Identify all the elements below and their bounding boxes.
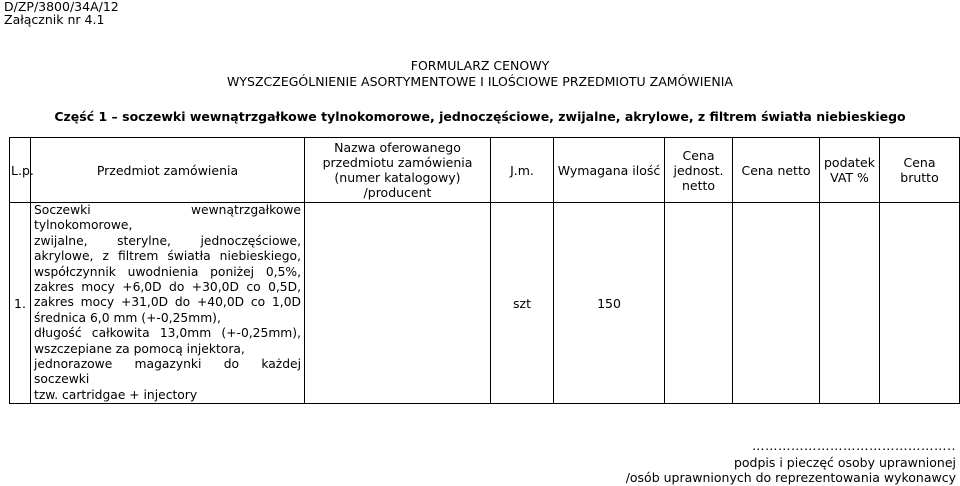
header-unit-price: Cena jednost. netto [665, 138, 733, 203]
form-subtitle: WYSZCZEGÓLNIENIE ASORTYMENTOWE I ILOŚCIOWE PRZEDMIOTU ZAMÓWIENIA [227, 74, 733, 89]
table-row [10, 203, 960, 404]
subject-line: jednorazowe magazynki do każdej soczewki [34, 357, 301, 387]
part-title: Część 1 – soczewki wewnątrzgałkowe tylnokomorowe, jednoczęściowe, zwijalne, akrylowe, z filtrem światła niebieskiego [54, 109, 906, 124]
header-net-price: Cena netto [733, 138, 820, 203]
subject-line: wszczepiane za pomocą injektora, [34, 341, 245, 356]
table-header-row [10, 138, 960, 203]
row-subject [31, 203, 305, 404]
row-lp: 1. [10, 203, 31, 404]
subject-line: zwijalne, sterylne, jednoczęściowe, [34, 233, 301, 248]
header-quantity: Wymagana ilość [554, 138, 665, 203]
document-reference: D/ZP/3800/34A/12 [4, 0, 119, 14]
header-subject: Przedmiot zamówienia [31, 138, 305, 203]
header-lp: L.p. [10, 138, 31, 203]
subject-line: średnica 6,0 mm (+-0,25mm), [34, 310, 221, 325]
row-net-price[interactable] [733, 203, 820, 404]
price-table [9, 137, 960, 404]
row-offered-name[interactable] [305, 203, 491, 404]
row-unit-price[interactable] [665, 203, 733, 404]
signature-label: podpis i pieczęć osoby uprawnionej [733, 455, 956, 470]
header-unit: J.m. [491, 138, 554, 203]
header-offered-name: Nazwa oferowanego przedmiotu zamówienia (numer katalogowy) /producent [305, 138, 491, 203]
row-unit: szt [491, 203, 554, 404]
subject-line: współczynnik uwodnienia poniżej 0,5%, [34, 264, 301, 279]
row-quantity: 150 [554, 203, 665, 404]
subject-line: akrylowe, z filtrem światła niebieskiego, [34, 249, 301, 264]
row-gross-price[interactable] [880, 203, 960, 404]
signature-sublabel: /osób uprawnionych do reprezentowania wykonawcy [625, 470, 956, 485]
subject-line: Soczewki wewnątrzgałkowe tylnokomorowe, [34, 203, 301, 233]
signature-dots: ……………………………………….. [752, 438, 956, 453]
subject-line: zakres mocy +6,0D do +30,0D co 0,5D, [34, 280, 301, 295]
header-gross-price: Cena brutto [880, 138, 960, 203]
attachment-label: Załącznik nr 4.1 [4, 12, 105, 27]
row-vat[interactable] [820, 203, 880, 404]
subject-line: tzw. cartridgae + injectory [34, 387, 198, 402]
header-vat: podatek VAT % [820, 138, 880, 203]
subject-line: długość całkowita 13,0mm (+-0,25mm), [34, 326, 301, 341]
subject-line: zakres mocy +31,0D do +40,0D co 1,0D [34, 295, 301, 310]
form-title: FORMULARZ CENOWY [410, 58, 550, 73]
